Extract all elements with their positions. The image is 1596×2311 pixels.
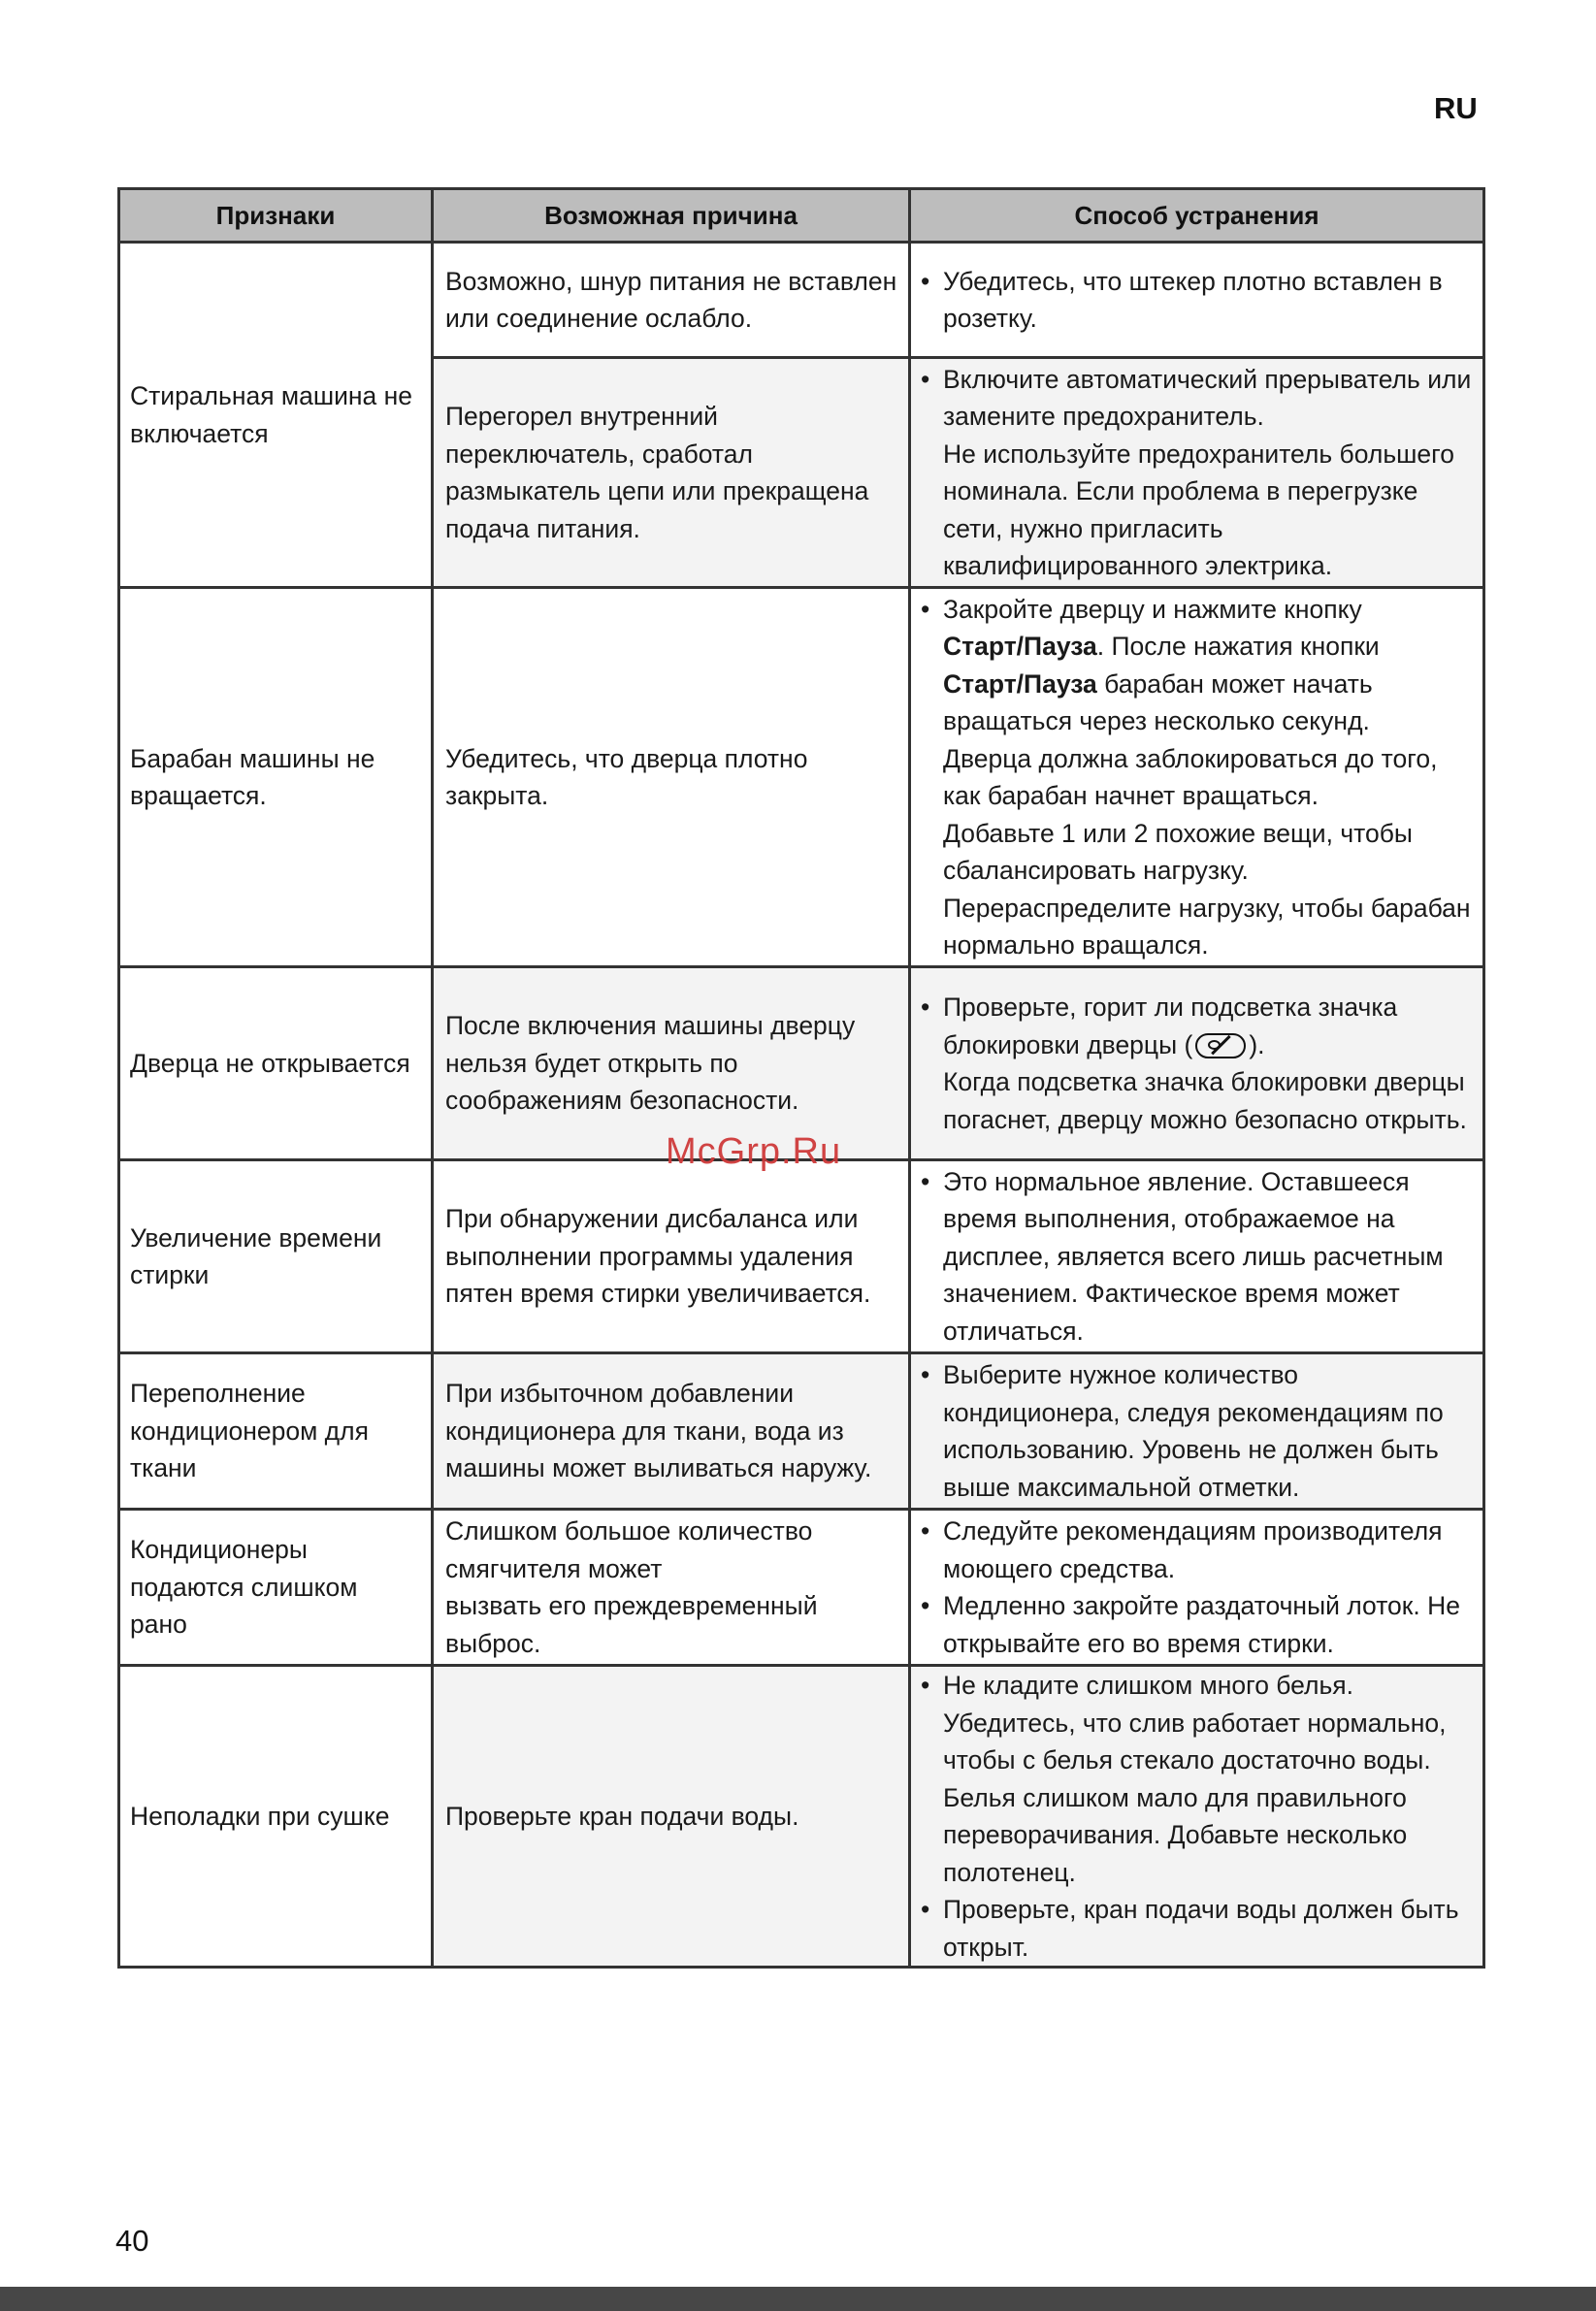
remedy-cell (910, 967, 1484, 1160)
remedy-cell (910, 243, 1484, 358)
cause-cell (433, 1510, 910, 1666)
table-row (119, 1353, 1484, 1510)
table-row (119, 1160, 1484, 1353)
start-pause-label: Старт/Пауза (943, 632, 1097, 661)
remedy-cell (910, 1666, 1484, 1968)
cause-text: Слишком большое количество смягчителя может (445, 1516, 813, 1583)
troubleshooting-table (117, 187, 1485, 1969)
remedy-cell (910, 588, 1484, 967)
table-row (119, 588, 1484, 967)
remedy-text: Когда подсветка значка блокировки дверцы погаснет, дверцу можно безопасно открыть. (943, 1067, 1467, 1134)
remedy-text: Добавьте 1 или 2 похожие вещи, чтобы сбалансировать нагрузку. (943, 818, 1413, 885)
remedy-bullet: • Проверьте, горит ли подсветка значка блокировки дверцы ( ). (919, 989, 1479, 1063)
remedy-cell (910, 1353, 1484, 1510)
bottom-band (0, 2287, 1596, 2311)
symptom-cell: Барабан машины не вращается. (119, 588, 433, 967)
cause-cell: Перегорел внутренний переключатель, сработал размыкатель цепи или прекращена подача питания. (433, 358, 910, 588)
remedy-cell (910, 358, 1484, 588)
table-header-row (119, 189, 1484, 243)
remedy-text: Белья слишком мало для правильного переворачивания. Добавьте несколько полотенец. (943, 1782, 1408, 1887)
remedy-text: Дверца должна заблокироваться до того, как барабан начнет вращаться. (943, 743, 1438, 810)
remedy-text: Перераспределите нагрузку, чтобы барабан нормально вращался. (943, 893, 1471, 960)
remedy-bullet: • Выберите нужное количество кондиционера, следуя рекомендациям по использованию. Уровень не должен быть выше максимальной отметки. (919, 1356, 1479, 1506)
remedy-bullet: • Следуйте рекомендациям производителя моющего средства. (919, 1513, 1479, 1587)
page-number: 40 (115, 2224, 149, 2258)
remedy-bullet: • Медленно закройте раздаточный лоток. Не открывайте его во время стирки. (919, 1587, 1479, 1662)
symptom-cell: Переполнение кондиционером для ткани (119, 1353, 433, 1510)
cause-text: вызвать его преждевременный выброс. (445, 1591, 818, 1658)
remedy-cell (910, 1510, 1484, 1666)
cause-cell: При избыточном добавлении кондиционера для ткани, вода из машины может выливаться наружу. (433, 1353, 910, 1510)
remedy-text: Убедитесь, что слив работает нормально, чтобы с белья стекало достаточно воды. (943, 1708, 1447, 1774)
column-header-remedy: Способ устранения (910, 189, 1484, 243)
table-row (119, 1510, 1484, 1666)
cause-cell: При обнаружении дисбаланса или выполнении программы удаления пятен время стирки увеличивается. (433, 1160, 910, 1353)
symptom-cell: Кондиционеры подаются слишком рано (119, 1510, 433, 1666)
watermark: McGrp.Ru (666, 1131, 842, 1172)
table-row (119, 1666, 1484, 1968)
cause-cell: После включения машины дверцу нельзя будет открыть по соображениям безопасности. (433, 967, 910, 1160)
cause-cell: Убедитесь, что дверца плотно закрыта. (433, 588, 910, 967)
table-row (119, 243, 1484, 358)
remedy-bullet: • Закройте дверцу и нажмите кнопку Старт/Пауза. После нажатия кнопки Старт/Пауза барабан может начать вращаться через несколько секунд. (919, 591, 1479, 740)
symptom-cell: Стиральная машина не включается (119, 243, 433, 588)
remedy-bullet: • Проверьте, кран подачи воды должен быть открыт. (919, 1891, 1479, 1966)
door-lock-icon (1195, 1033, 1246, 1058)
remedy-bullet: • Это нормальное явление. Оставшееся время выполнения, отображаемое на дисплее, является всего лишь расчетным значением. Фактическое время может отличаться. (919, 1163, 1479, 1351)
start-pause-label: Старт/Пауза (943, 668, 1097, 699)
remedy-bullet: • Не кладите слишком много белья. (919, 1667, 1479, 1705)
language-code: RU (1434, 91, 1478, 125)
symptom-cell: Увеличение времени стирки (119, 1160, 433, 1353)
remedy-bullet: • Убедитесь, что штекер плотно вставлен в розетку. (919, 263, 1479, 338)
remedy-text: Не используйте предохранитель большего номинала. Если проблема в перегрузке сети, нужно пригласить квалифицированного электрика. (943, 439, 1454, 580)
column-header-symptoms: Признаки (119, 189, 433, 243)
remedy-cell (910, 1160, 1484, 1353)
remedy-bullet: • Включите автоматический прерыватель или замените предохранитель. (919, 361, 1479, 436)
cause-cell: Возможно, шнур питания не вставлен или соединение ослабло. (433, 243, 910, 358)
column-header-cause: Возможная причина (433, 189, 910, 243)
symptom-cell: Неполадки при сушке (119, 1666, 433, 1968)
symptom-cell: Дверца не открывается (119, 967, 433, 1160)
cause-cell: Проверьте кран подачи воды. (433, 1666, 910, 1968)
